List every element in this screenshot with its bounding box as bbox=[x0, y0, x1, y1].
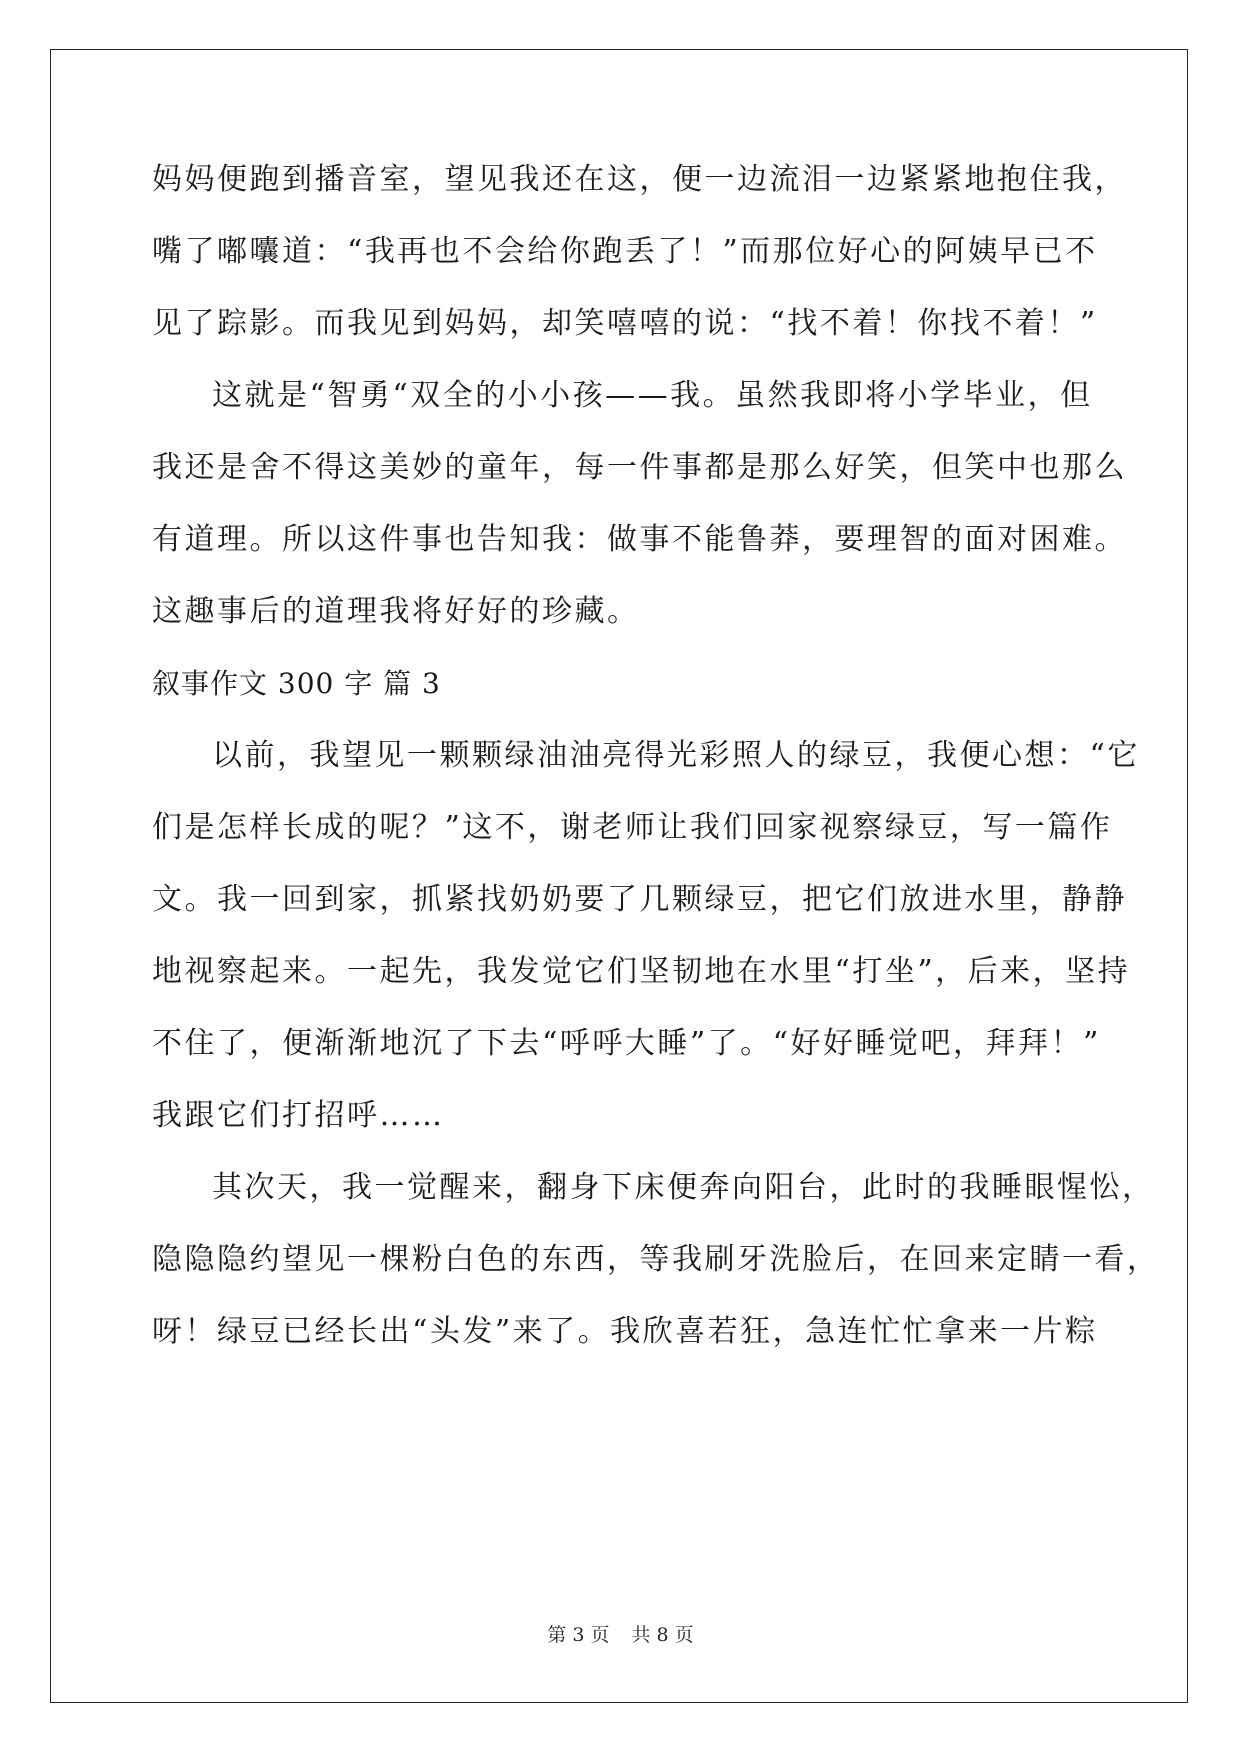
text-line: 文。我一回到家，抓紧找奶奶要了几颗绿豆，把它们放进水里，静静 bbox=[152, 882, 1127, 917]
page-border bbox=[50, 49, 1188, 1703]
text-line: 嘴了嘟囔道：“我再也不会给你跑丢了！”而那位好心的阿姨早已不 bbox=[152, 234, 1098, 269]
text-line: 们是怎样长成的呢？”这不，谢老师让我们回家视察绿豆，写一篇作 bbox=[152, 810, 1113, 845]
text-line: 其次天，我一觉醒来，翻身下床便奔向阳台，此时的我睡眼惺忪， bbox=[212, 1170, 1155, 1205]
text-line: 地视察起来。一起先，我发觉它们坚韧地在水里“打坐”，后来，坚持 bbox=[152, 954, 1131, 989]
text-line: 我跟它们打招呼…… bbox=[152, 1098, 445, 1133]
page-number: 第 3 页 bbox=[547, 1624, 610, 1646]
page-total: 共 8 页 bbox=[631, 1624, 694, 1646]
text-line: 妈妈便跑到播音室，望见我还在这，便一边流泪一边紧紧地抱住我， bbox=[152, 162, 1127, 197]
text-line: 以前，我望见一颗颗绿油油亮得光彩照人的绿豆，我便心想：“它 bbox=[212, 738, 1140, 773]
text-line: 呀！绿豆已经长出“头发”来了。我欣喜若狂，急连忙忙拿来一片粽 bbox=[152, 1314, 1098, 1349]
section-heading: 叙事作文 300 字 篇 3 bbox=[152, 667, 441, 700]
text-line: 见了踪影。而我见到妈妈，却笑嘻嘻的说：“找不着！你找不着！” bbox=[152, 306, 1098, 341]
page-footer bbox=[0, 1620, 1241, 1647]
text-line: 不住了，便渐渐地沉了下去“呼呼大睡”了。“好好睡觉吧，拜拜！” bbox=[152, 1026, 1101, 1061]
text-line: 这趣事后的道理我将好好的珍藏。 bbox=[152, 594, 640, 629]
text-line: 隐隐隐约望见一棵粉白色的东西，等我刷牙洗脸后，在回来定睛一看， bbox=[152, 1242, 1160, 1277]
text-line: 有道理。所以这件事也告知我：做事不能鲁莽，要理智的面对困难。 bbox=[152, 522, 1127, 557]
text-line: 这就是“智勇“双全的小小孩——我。虽然我即将小学毕业，但 bbox=[212, 378, 1093, 413]
text-line: 我还是舍不得这美妙的童年，每一件事都是那么好笑，但笑中也那么 bbox=[152, 450, 1127, 485]
